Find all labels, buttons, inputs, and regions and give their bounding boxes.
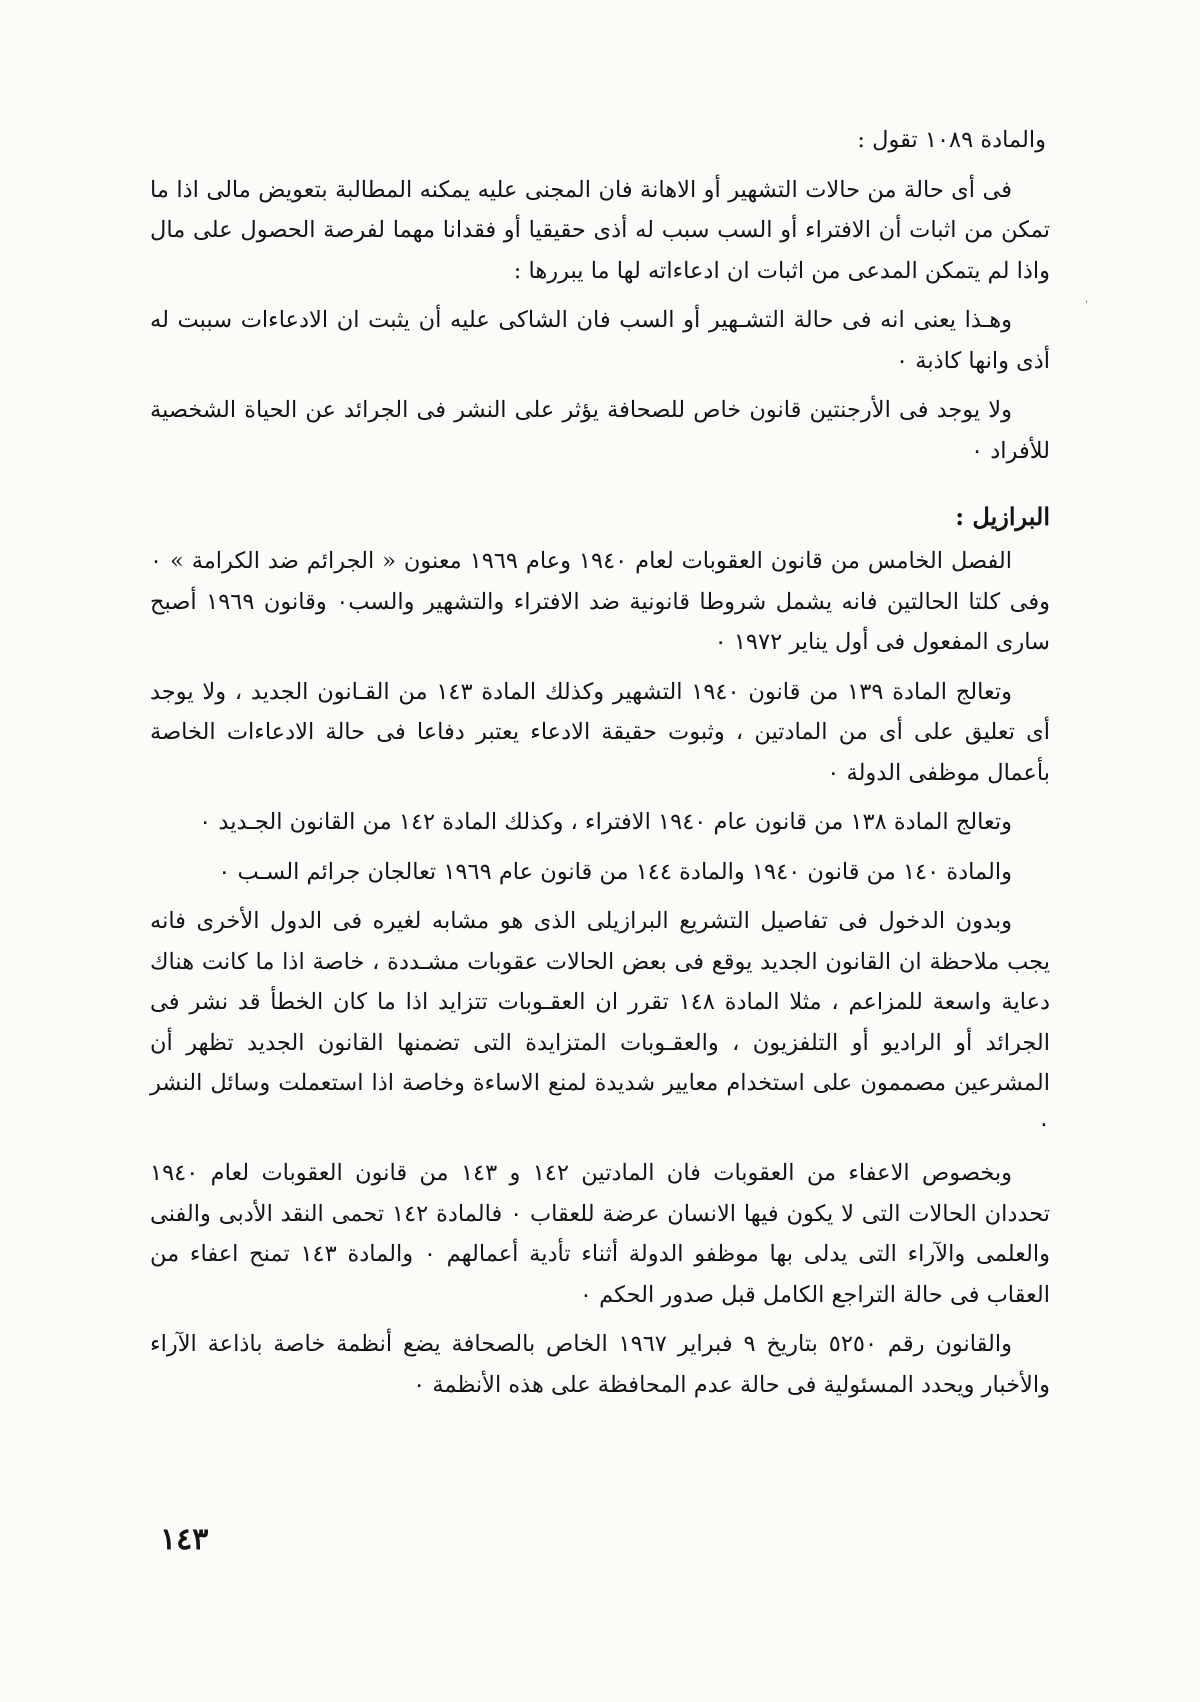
paragraph-brazil-7: والقانون رقم ٥٢٥٠ بتاريخ ٩ فبراير ١٩٦٧ الخاص بالصحافة يضع أنظمة خاصة باذاعة الآراء والأخبار ويحدد المسئولية فى حالة عدم المحافظة على هذه الأنظمة ٠ [150, 1331, 1050, 1398]
page-number: ١٤٣ [160, 1522, 209, 1557]
paragraph-argentina-2: وهـذا يعنى انه فى حالة التشـهير أو السب فان الشاكى عليه أن يثبت ان الادعاءات سببت له أذى وانها كاذبة ٠ [150, 307, 1050, 374]
paragraph-argentina-1: فى أى حالة من حالات التشهير أو الاهانة فان المجنى عليه يمكنه المطالبة بتعويض مالى اذا ما تمكن من اثبات أن الافتراء أو السب سبب له أذى حقيقيا أو فقدانا مهما لفرصة الحصول على مال واذا لم يتمكن المدعى من اثبات ان ادعاءاته لها ما يبررها : [150, 176, 1050, 284]
paragraph-argentina-3: ولا يوجد فى الأرجنتين قانون خاص للصحافة يؤثر على النشر فى الجرائد عن الحياة الشخصية للأفراد ٠ [150, 397, 1050, 464]
paragraph-brazil-1: الفصل الخامس من قانون العقوبات لعام ١٩٤٠ وعام ١٩٦٩ معنون « الجرائم ضد الكرامة » ٠ وفى كلتا الحالتين فانه يشمل شروطا قانونية ضد الافتراء والتشهير والسب٠ وقانون ١٩٦٩ أصبح سارى المفعول فى أول يناير ١٩٧٢ ٠ [150, 548, 1050, 655]
paragraph-brazil-3: وتعالج المادة ١٣٨ من قانون عام ١٩٤٠ الافتراء ، وكذلك المادة ١٤٢ من القانون الجـديد ٠ [199, 809, 1012, 835]
section-heading-brazil: البرازيل : [955, 502, 1050, 531]
paragraph-brazil-4: والمادة ١٤٠ من قانون ١٩٤٠ والمادة ١٤٤ من قانون عام ١٩٦٩ تعالجان جرائم السـب ٠ [218, 858, 1012, 885]
paragraph-brazil-2: وتعالج المادة ١٣٩ من قانون ١٩٤٠ التشهير وكذلك المادة ١٤٣ من القـانون الجديد ، ولا يوجد أى تعليق على أى من المادتين ، وثبوت حقيقة الادعاء يعتبر دفاعا فى حالة الادعاءات الخاصة بأعمال موظفى الدولة ٠ [150, 678, 1050, 786]
paragraph-brazil-6: وبخصوص الاعفاء من العقوبات فان المادتين ١٤٢ و ١٤٣ من قانون العقوبات لعام ١٩٤٠ تحددان الحالات التى لا يكون فيها الانسان عرضة للعقاب ٠ فالمادة ١٤٢ تحمى النقد الأدبى والفنى والعلمى والآراء التى يدلى بها موظفو الدولة أثناء تأدية أعمالهم ٠ والمادة ١٤٣ تمنح اعفاء من العقاب فى حالة التراجع الكامل قبل صدور الحكم ٠ [150, 1160, 1050, 1308]
intro-line: والمادة ١٠٨٩ تقول : [857, 127, 1046, 153]
paragraph-brazil-5: وبدون الدخول فى تفاصيل التشريع البرازيلى الذى هو مشابه لغيره فى الدول الأخرى فانه يجب ملاحظة ان القانون الجديد يوقع فى بعض الحالات عقوبات مشـددة ، خاصة اذا ما كانت هناك دعاية واسعة للمزاعم ، مثلا المادة ١٤٨ تقرر ان العقـوبات تتزايد اذا ما كان الخطأ قد نشر فى الجرائد أو الراديو أو التلفزيون ، والعقـوبات المتزايدة التى تضمنها القانون الجديد تظهر أن المشرعين مصممون على استخدام معايير شديدة لمنع الاساءة وخاصة اذا استعملت وسائل النشر ٠ [150, 908, 1051, 1137]
scan-speck [1086, 300, 1087, 303]
page-body [150, 120, 1050, 1414]
